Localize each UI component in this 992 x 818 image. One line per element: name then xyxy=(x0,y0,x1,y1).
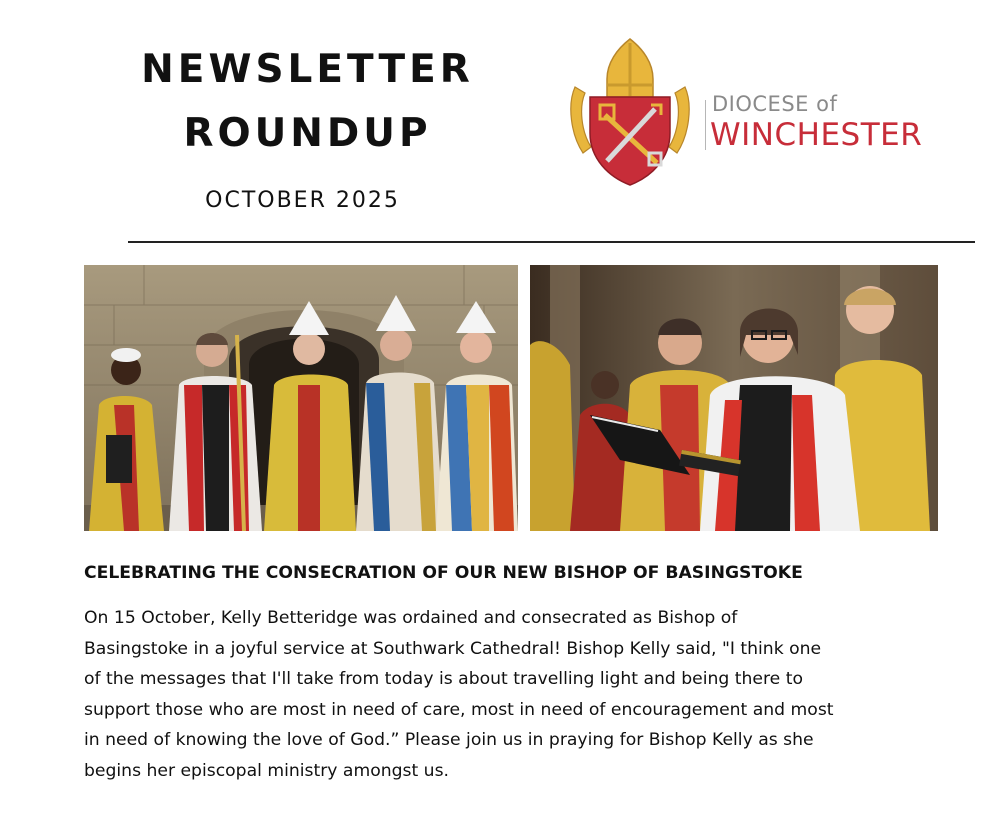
newsletter-date: OCTOBER 2025 xyxy=(205,188,400,213)
article-body-line: Basingstoke in a joyful service at Southwark Cathedral! Bishop Kelly said, "I think one xyxy=(84,638,822,659)
logo-divider xyxy=(705,100,706,150)
newsletter-title-line-1: NEWSLETTER xyxy=(141,47,474,92)
article-body-line: support those who are most in need of care, most in need of encouragement and most xyxy=(84,699,834,720)
logo-diocese-text: DIOCESE of xyxy=(712,92,838,116)
article-body-line: in need of knowing the love of God.” Please join us in praying for Bishop Kelly as she xyxy=(84,730,814,750)
header-divider xyxy=(128,241,975,243)
diocese-crest-logo xyxy=(565,35,695,190)
article-body-line: of the messages that I'll take from today is about travelling light and being there to xyxy=(84,669,803,689)
logo-winchester-text: WINCHESTER xyxy=(710,117,923,153)
article-body-line: On 15 October, Kelly Betteridge was ordained and consecrated as Bishop of xyxy=(84,608,738,628)
newsletter-title-line-2: ROUNDUP xyxy=(183,111,432,156)
photo-bishops-group xyxy=(84,265,518,531)
article-body-line: begins her episcopal ministry amongst us. xyxy=(84,760,449,781)
photo-consecration-service xyxy=(530,265,938,531)
article-heading: CELEBRATING THE CONSECRATION OF OUR NEW BISHOP OF BASINGSTOKE xyxy=(84,563,803,583)
article-body xyxy=(84,603,954,786)
